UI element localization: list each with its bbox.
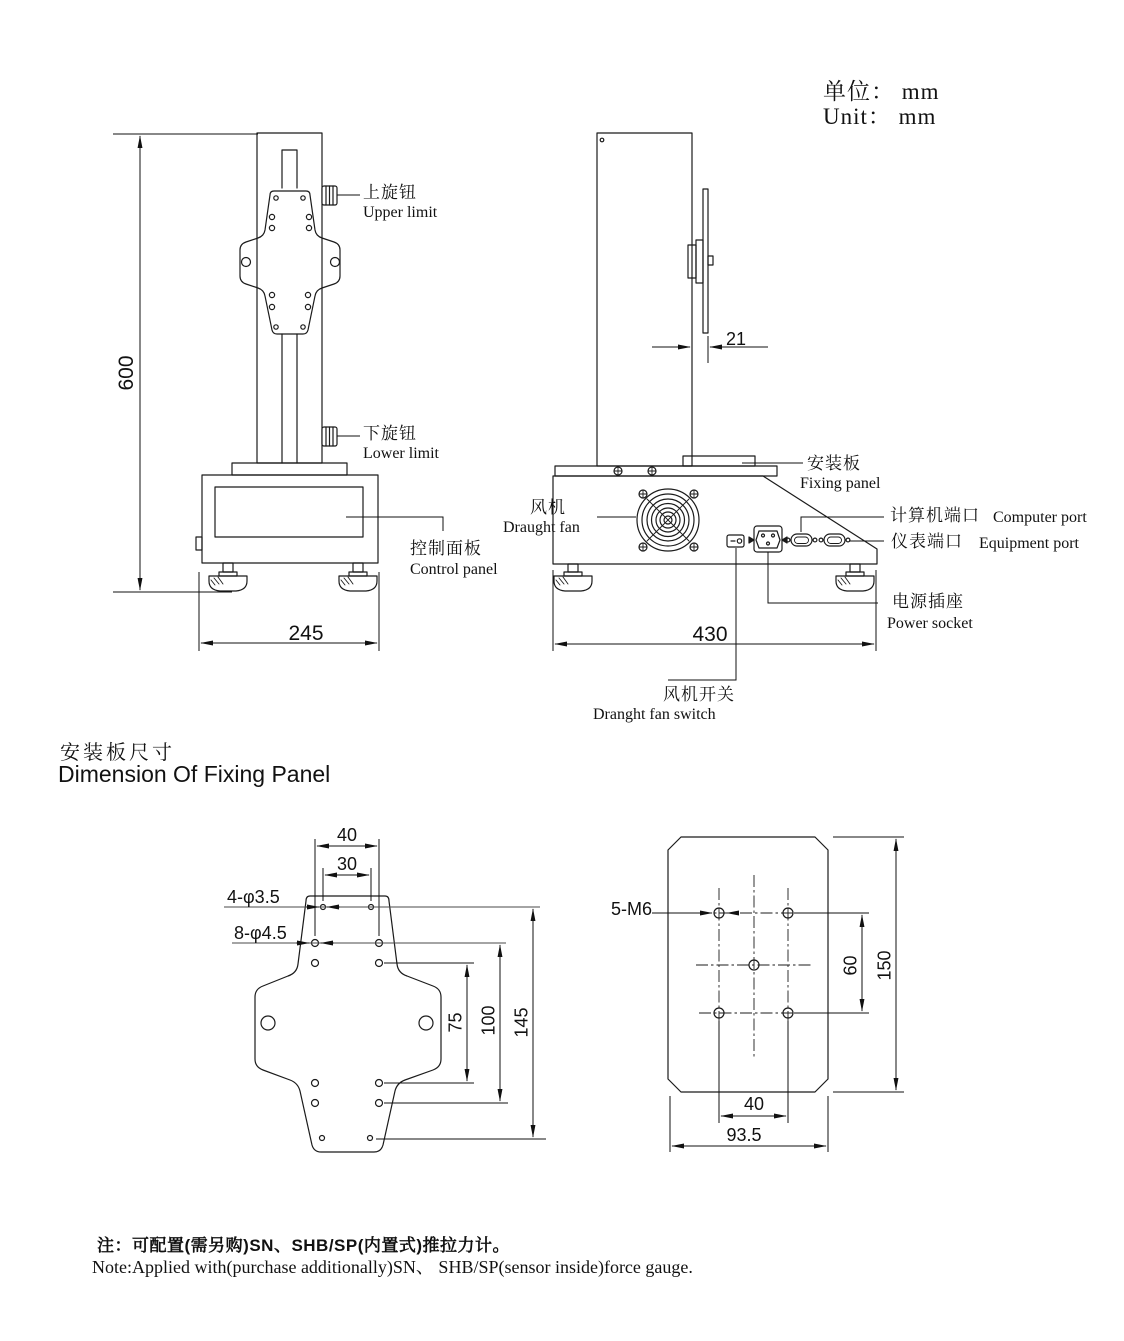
section-title-en: Dimension Of Fixing Panel [58,761,331,787]
section-title-cn: 安装板尺寸 [60,742,175,764]
dim-rect-93_5: 93.5 [726,1125,762,1145]
dim-base-width-430: 430 [692,623,728,646]
lower-limit-label-cn: 下旋钮 [363,424,417,443]
fixing-panel-label-cn: 安装板 [807,454,861,473]
dim-rect-60: 60 [840,955,861,976]
note-line-cn: 注：可配置(需另购)SN、SHB/SP(内置式)推拉力计。 [97,1236,511,1255]
cross-panel-dimensions [224,839,546,1139]
dim-rect-150: 150 [874,950,895,981]
dim-height-600: 600 [115,355,138,391]
lower-limit-label-en: Lower limit [363,445,439,462]
dim-panel-offset-21: 21 [725,329,747,349]
upper-limit-label-cn: 上旋钮 [363,183,417,202]
dim-cross-100: 100 [478,1005,499,1036]
note-line-en: Note:Applied with(purchase additionally)SN、 SHB/SP(sensor inside)force gauge. [92,1257,693,1277]
draught-fan-label-cn: 风机 [530,498,566,517]
control-panel-label-en: Control panel [410,561,498,578]
draught-fan-label-en: Draught fan [503,519,580,536]
computer-port-label-cn: 计算机端口 [890,506,980,525]
callout-5-M6: 5-M6 [611,899,653,919]
equipment-port-label-en: Equipment port [979,535,1079,552]
side-view-drawing [553,133,877,591]
unit-label-cn: 单位： mm [823,79,940,104]
upper-limit-label-en: Upper limit [363,204,438,221]
rect-panel-drawing [668,837,828,1092]
equipment-port-label-cn: 仪表端口 [891,532,963,551]
dim-cross-40: 40 [336,825,358,845]
control-panel-label-cn: 控制面板 [410,539,482,558]
computer-port-label-en: Computer port [993,509,1087,526]
dim-cross-145: 145 [511,1007,532,1038]
unit-label-en: Unit： mm [823,104,937,129]
dim-cross-75: 75 [445,1012,466,1033]
dim-front-width-245: 245 [288,622,324,645]
fan-switch-label-cn: 风机开关 [663,685,735,704]
fixing-panel-label-en: Fixing panel [800,475,881,492]
front-view-drawing [196,133,385,591]
dim-cross-30: 30 [336,854,358,874]
dim-rect-40: 40 [743,1094,765,1114]
power-socket-label-cn: 电源插座 [892,592,964,611]
callout-8-phi4_5: 8-φ4.5 [234,923,287,943]
fan-switch-label-en: Dranght fan switch [593,706,716,723]
power-socket-label-en: Power socket [887,615,973,632]
callout-4-phi3_5: 4-φ3.5 [227,887,280,907]
